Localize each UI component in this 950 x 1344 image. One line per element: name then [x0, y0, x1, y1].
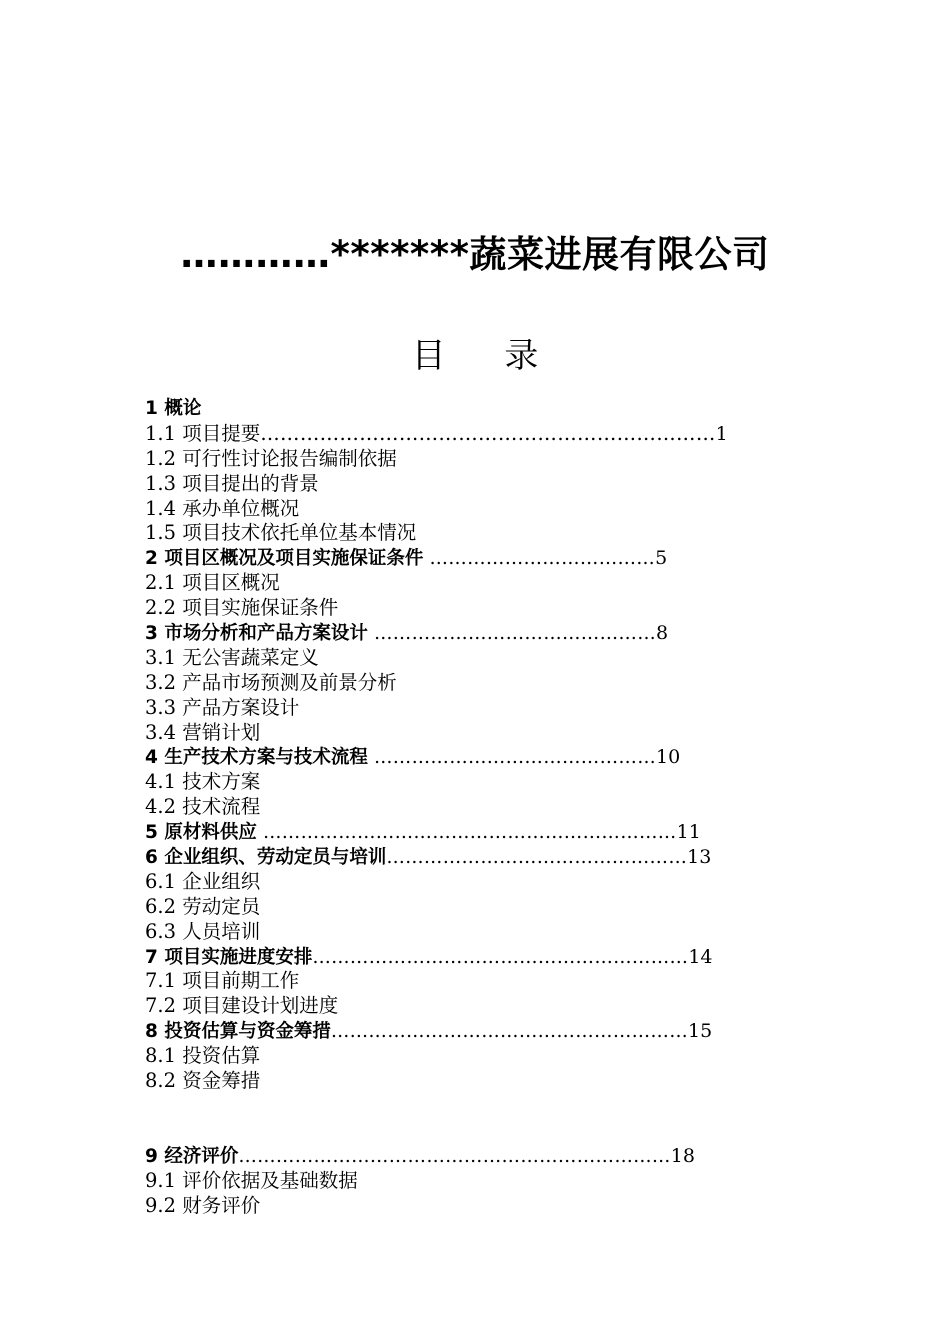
- toc-entry-label: 1.5 项目技术依托单位基本情况: [145, 521, 417, 545]
- toc-dot-leader: ………………………………………: [367, 747, 657, 769]
- toc-entry-label: 3.2 产品市场预测及前景分析: [145, 670, 397, 694]
- toc-dot-leader: …………………………………………………………: [256, 822, 677, 844]
- toc-page-number: 15: [688, 1020, 713, 1043]
- toc-page-number: 18: [670, 1144, 695, 1167]
- toc-section-entry: [145, 646, 805, 671]
- toc-entry-label: 8.1 投资估算: [145, 1044, 261, 1068]
- toc-section-entry: [145, 1194, 805, 1219]
- toc-entry-label: 1.1 项目提要: [145, 421, 261, 445]
- toc-entry-label: 8.2 资金筹措: [145, 1069, 261, 1093]
- toc-section-entry: [145, 497, 805, 522]
- toc-entry-label: 5 原材料供应: [145, 822, 257, 844]
- toc-entry-label: 7.2 项目建设计划进度: [145, 994, 339, 1018]
- toc-section-entry: [145, 696, 805, 721]
- toc-section-entry: [145, 721, 805, 746]
- toc-entry-label: 3.3 产品方案设计: [145, 695, 300, 719]
- toc-section-entry: [145, 969, 805, 994]
- toc-entry-label: 7 项目实施进度安排: [145, 946, 313, 968]
- toc-dot-leader: ……………………………………………………: [312, 946, 689, 968]
- toc-page-number: 10: [656, 746, 681, 769]
- toc-page-number: 13: [687, 846, 712, 869]
- toc-section-entry: [145, 920, 805, 945]
- toc-dot-leader: ………………………………………: [367, 623, 657, 645]
- table-of-contents: [145, 397, 805, 1219]
- toc-entry-label: 6.3 人员培训: [145, 919, 261, 943]
- toc-page-number: 5: [655, 547, 668, 570]
- toc-chapter-entry: [145, 546, 805, 571]
- toc-dot-leader: ……………………………………………………………: [238, 1145, 671, 1167]
- toc-spacer: [145, 1094, 805, 1144]
- toc-entry-label: 8 投资估算与资金筹措: [145, 1021, 331, 1043]
- toc-chapter-entry: [145, 1144, 805, 1169]
- toc-section-entry: [145, 770, 805, 795]
- toc-entry-label: 6 企业组织、劳动定员与培训: [145, 847, 387, 869]
- toc-section-entry: [145, 994, 805, 1019]
- toc-section-entry: [145, 895, 805, 920]
- toc-page-number: 8: [656, 622, 669, 645]
- toc-entry-label: 1.3 项目提出的背景: [145, 471, 319, 495]
- toc-section-entry: [145, 521, 805, 546]
- toc-entry-label: 4.2 技术流程: [145, 795, 261, 819]
- toc-chapter-entry: [145, 845, 805, 870]
- toc-chapter-entry: [145, 1019, 805, 1044]
- toc-section-entry: [145, 472, 805, 497]
- toc-section-entry: [145, 447, 805, 472]
- toc-dot-leader: …………………………………………: [386, 847, 688, 869]
- toc-entry-label: 9.1 评价依据及基础数据: [145, 1168, 358, 1192]
- toc-entry-label: 2 项目区概况及项目实施保证条件: [145, 548, 424, 570]
- toc-entry-label: 2.2 项目实施保证条件: [145, 596, 339, 620]
- toc-entry-label: 1.4 承办单位概况: [145, 496, 300, 520]
- company-title: …………*******蔬菜进展有限公司: [180, 233, 770, 276]
- toc-section-entry: [145, 870, 805, 895]
- toc-section-entry: [145, 596, 805, 621]
- toc-entry-label: 3.4 营销计划: [145, 720, 261, 744]
- toc-entry-label: 3.1 无公害蔬菜定义: [145, 645, 319, 669]
- toc-section-entry: [145, 1069, 805, 1094]
- toc-section-entry: [145, 422, 805, 447]
- toc-dot-leader: ………………………………: [423, 548, 656, 570]
- toc-chapter-entry: [145, 621, 805, 646]
- toc-page-number: 14: [688, 945, 713, 968]
- toc-chapter-entry: [145, 820, 805, 845]
- toc-entry-label: 1 概论: [145, 398, 202, 419]
- toc-dot-leader: …………………………………………………: [330, 1021, 689, 1043]
- toc-dot-leader: ……………………………………………………………: [260, 421, 716, 445]
- toc-chapter-entry: [145, 745, 805, 770]
- toc-chapter-entry: [145, 397, 805, 422]
- toc-entry-label: 2.1 项目区概况: [145, 571, 280, 595]
- toc-page-number: 1: [715, 422, 728, 445]
- toc-entry-label: 9.2 财务评价: [145, 1193, 261, 1217]
- toc-entry-label: 9 经济评价: [145, 1145, 239, 1167]
- toc-section-entry: [145, 1169, 805, 1194]
- toc-entry-label: 7.1 项目前期工作: [145, 969, 300, 993]
- toc-entry-label: 4 生产技术方案与技术流程: [145, 747, 368, 769]
- toc-page-number: 11: [676, 821, 701, 844]
- toc-entry-label: 3 市场分析和产品方案设计: [145, 623, 368, 645]
- toc-entry-label: 1.2 可行性讨论报告编制依据: [145, 446, 397, 470]
- toc-title: 目 录: [411, 336, 563, 376]
- toc-section-entry: [145, 571, 805, 596]
- toc-entry-label: 6.2 劳动定员: [145, 894, 261, 918]
- toc-chapter-entry: [145, 945, 805, 970]
- toc-entry-label: 4.1 技术方案: [145, 770, 261, 794]
- toc-section-entry: [145, 1044, 805, 1069]
- toc-entry-label: 6.1 企业组织: [145, 869, 261, 893]
- toc-section-entry: [145, 671, 805, 696]
- toc-section-entry: [145, 795, 805, 820]
